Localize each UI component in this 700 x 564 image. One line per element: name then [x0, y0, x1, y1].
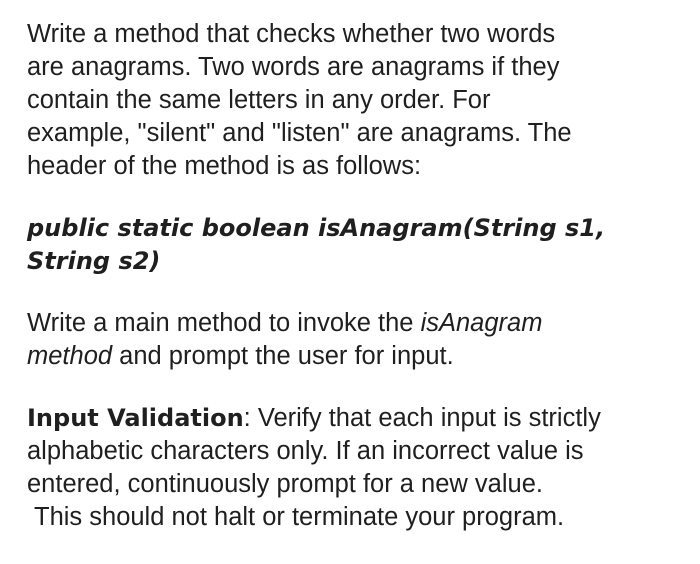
description-line-4: example, "silent" and "listen" are anagrams. The: [27, 119, 572, 147]
validation-line-4: This should not halt or terminate your program.: [34, 503, 565, 531]
description-line-2: are anagrams. Two words are anagrams if they: [27, 53, 560, 81]
method-word-emphasis: method: [27, 342, 113, 370]
method-header: [27, 212, 667, 278]
method-name-emphasis: isAnagram: [420, 309, 543, 337]
problem-description: [27, 18, 687, 183]
validation-line-1-text: : Verify that each input is strictly: [243, 404, 601, 432]
method-header-line-2: String s2): [27, 247, 161, 275]
main-instruction-text: Write a main method to invoke the: [27, 309, 421, 337]
main-method-instruction: [27, 307, 687, 373]
main-instruction-line-1: [27, 307, 687, 340]
main-instruction-tail: and prompt the user for input.: [112, 342, 454, 370]
validation-line-1: [27, 402, 687, 435]
validation-line-2: alphabetic characters only. If an incorrect value is: [27, 437, 584, 465]
description-line-1: Write a method that checks whether two words: [27, 20, 556, 48]
method-header-line-1: public static boolean isAnagram(String s1,: [27, 214, 606, 242]
input-validation-section: [27, 402, 687, 534]
description-line-5: header of the method is as follows:: [27, 152, 422, 180]
assignment-document: [27, 18, 687, 534]
validation-line-3: entered, continuously prompt for a new value.: [27, 470, 543, 498]
description-line-3: contain the same letters in any order. For: [27, 86, 491, 114]
main-instruction-line-2: [27, 340, 687, 373]
input-validation-label: Input Validation: [27, 404, 244, 432]
